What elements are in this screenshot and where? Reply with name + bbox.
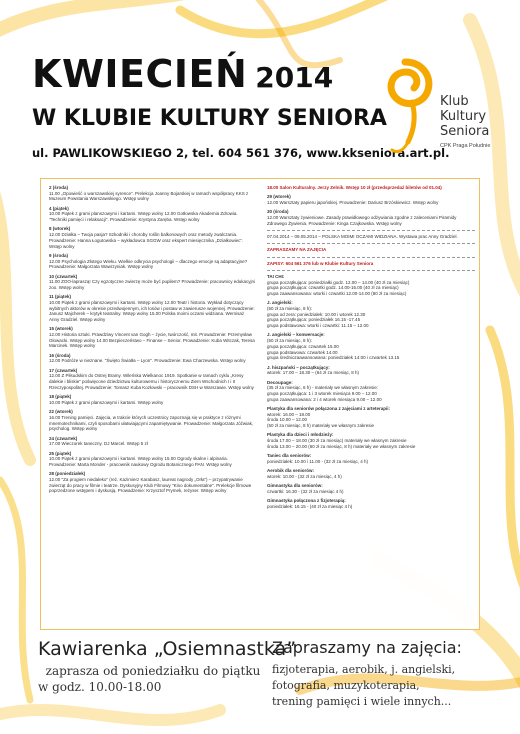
schedule-entry — [49, 185, 255, 202]
entry-text: 17.00 Wieczorek taneczny. DJ Marcel. Wstęp 5 zł — [49, 441, 148, 447]
schedule-entry — [49, 394, 255, 405]
invite-line-2: fotografia, muzykoterapia, — [272, 679, 420, 692]
divider — [267, 270, 475, 271]
schedule-entry — [267, 194, 475, 205]
entry-day: 24 (czwartek) — [49, 435, 78, 441]
entry-text: 12.00 Z Piłsudskim do Ostrej Bramy. Wileńska Wielkanoc 1919. Spotkanie w ramach cyklu „Kresy dalekie i bliskie” poświęcone dziedzictwu kulturowemu i historycznemu Ziem Wschodnich I i II Rzeczypospolitej. Prowadzenie: Tomasz Kuba Kozłowski – pracownik DSH w Warszawie. Wstęp wolny — [49, 373, 254, 390]
programme-right-column — [267, 185, 475, 513]
entry-day: 4 (piątek) — [49, 205, 69, 211]
class-line: grupa początkująca: czwartek 15.00 — [267, 343, 339, 349]
class-line: (35 zł za miesiąc, 6 h) - materiały we własnym zakresie: — [267, 385, 379, 391]
entry-text: 10.00 Piątek z grami planszowymi i kartami. Wstęp wolny 12.00 Teatr i historia. Wykład dotyczący wybitnych aktorów w okresie przedwojennym, ich losów i postaw w zawierusze wojennej. Prowadzenie: Janusz Majcherek – krytyk teatralny. Wstęp wolny 15.00 Polska moimi oczami widziana. Wernisaż Anny Gradziel. Wstęp wolny — [49, 299, 255, 323]
programme-left-column — [49, 185, 255, 498]
class-name: J. angielski: — [267, 300, 293, 306]
class-line: grupa zaawansowana: wtorki i czwartki 12.00-14.00 (80 zł za miesiąc) — [267, 291, 407, 296]
entry-text: 12.00 Warsztaty papieru japońskiej. Prowadzenie: Dariusz Brzóskiewicz. Wstęp wolny — [267, 200, 439, 205]
schedule-entry — [49, 206, 255, 223]
class-line: poniedziałek: 10.00 i 11.00 - (32 zł za miesiąc, 4 h) — [267, 458, 368, 464]
entry-text: 12.00 Historia sztuki. Prawdziwy Vincent van Gogh – życie, twórczość, mit. Prowadzenie: Przemysław Głowacki. Wstęp wolny 14.00 Bezpieczeństwo – Finanse – Senior. Prowadzenie: Kuba Witczak, Teresa Marcinek. Wstęp wolny — [49, 332, 255, 349]
club-logo-text — [440, 94, 489, 139]
signup-note: ZAPISY: 604 561 376 lub w Klubie Kultury Seniora — [267, 260, 374, 266]
entry-day: 2 (środa) — [49, 185, 69, 190]
class-item — [267, 365, 475, 376]
class-name: TAI CHI: — [267, 273, 285, 279]
divider — [267, 257, 475, 258]
cafe-line-2: w godz. 10.00-18.00 — [38, 680, 162, 694]
class-name: Plastyka dla dzieci i młodzieży: — [267, 432, 334, 438]
entry-text: 12.00 Warsztaty żywieniowe. Zasady prawidłowego odżywiania zgodne z zaleceniami Piramidy Zdrowego Żywienia. Prowadzenie: Kinga Czajkowska. Wstęp wolny — [267, 215, 457, 226]
schedule-entry — [49, 274, 255, 291]
entry-day: 25 (piątek) — [49, 450, 72, 456]
class-name: Decoupage: — [267, 379, 293, 385]
class-line: środa 10.00 – 12.00 — [267, 417, 308, 423]
programme-panel — [40, 178, 480, 630]
class-item — [267, 406, 475, 429]
class-item — [267, 300, 475, 329]
schedule-entry — [49, 471, 255, 494]
class-name: J. angielski – konwersacje: — [267, 332, 325, 338]
class-line: wtorek: 10.00 - (32 zł za miesiąc, 4 h) — [267, 473, 342, 479]
entry-text: 16.00 Trening pamięci. Zajęcia, w trakcie których uczestnicy zapoznają się w praktyce z różnymi mnemotechnikami, czyli sposobami ułatwiającymi zapamiętywanie. Prowadzenie: Małgorzata Jóźwiak, psycholog. Wstęp wolny — [49, 414, 254, 432]
entry-text: 11.00 ZOO-lapraszą! Czy egzotyczne zwierzę może być pupilem? Prowadzenie: pracownicy edukacyjni zoo. Wstęp wolny — [49, 279, 256, 290]
entry-text: 12.00 Podróże w nieznane. "Święto Światła – Lyon". Prowadzenie: Ewa Charzewska. Wstęp wolny — [49, 358, 246, 364]
schedule-entry — [49, 353, 255, 364]
class-line: wtorek: 17.00 – 18.30 – (64 zł za miesiąc, 8 h) — [267, 370, 360, 376]
logo-subtitle: CPK Praga Południe — [440, 143, 491, 149]
entry-day: 15 (wtorek) — [49, 326, 73, 332]
logo-line-klub: Klub — [440, 94, 469, 109]
title-month: KWIECIEŃ — [32, 52, 248, 96]
entry-day: 30 (środa) — [267, 209, 289, 215]
entry-text: 11.00 „Opowieść o warszawskiej syrence”. Prelekcja Joanny Bojarskiej w ramach współpracy KKS z Muzeum Powstania Warszawskiego. Wstęp wolny — [49, 190, 249, 202]
title-year: 2014 — [255, 61, 334, 94]
entry-text: 12.00 Działka – Twoja pasja? Szkodniki i choroby roślin balkonowych oraz metody zwalczania. Prowadzenie: Hanna Łogutowska – wykładowca SGGW oraz ekspert miesięcznika „Działkowiec”. Wstęp wolny — [49, 232, 244, 249]
logo-line-kultury: Kultury — [440, 109, 487, 124]
class-line: wtorek: 16.00 – 18.00 — [267, 411, 311, 417]
entry-day: 11 (piątek) — [49, 294, 72, 300]
class-name: Gimnastyka dla seniorów: — [267, 483, 323, 489]
entry-text: 10.00 Piątek z grami planszowymi i kartami. Wstęp wolny — [49, 399, 164, 405]
class-line: (50 zł za miesiąc, 8 h): — [267, 338, 313, 344]
entry-text: 10.00 Piątek z grami planszowymi i kartami. Wstęp wolny 15.00 Ogrody skalne i alpinaria. Prowadzenie: Marta Monder - pracownik naukowy Ogrodu Botanicznego PAN. Wstęp wolny — [49, 456, 232, 467]
class-line: grupa początkująca: poniedziałek 16.15 -17.45 — [267, 317, 361, 323]
class-name: Aerobik dla seniorów: — [267, 468, 315, 474]
schedule-entry — [49, 226, 255, 249]
entry-text: 12.00 Psychologia Złotego Wieku. Wielkie odkrycia psychologii – dlaczego emocje są adaptacyjne? Prowadzenie: Małgorzata Wawrzyniak. Wstęp wolny — [49, 258, 248, 270]
class-item — [267, 432, 475, 449]
class-line: środa 17.00 – 18.00 (30 zł za miesiąc) materiały we własnym zakresie — [267, 438, 407, 444]
class-line: grupa podstawowa: czwartek 14.00 — [267, 349, 338, 355]
class-name: Gimnastyka połączona z fizjoterapią: — [267, 498, 346, 504]
class-name: J. hiszpański – początkujący: — [267, 364, 330, 370]
entry-text: 10.00 Piątek z grami planszowymi i kartami. Wstęp wolny 12.00 Gotłowska Akademia Zdrowia. "Techniki pamięci i relaksacji". Prowadzenie: Krystyna Zaręba. Wstęp wolny — [49, 211, 238, 223]
entry-day: 16 (środa) — [49, 352, 71, 358]
class-line: (50 zł za miesiąc, 8 h) materiały we własnym zakresie — [267, 423, 375, 429]
class-line: grupa początkująca: poniedziałki godz. 12.00 – 14.00 (40 zł za miesiąc) — [267, 279, 410, 285]
class-item — [267, 274, 475, 297]
entry-day: 18 (piątek) — [49, 394, 72, 400]
invite-title: Zapraszamy na zajęcia: — [272, 638, 462, 657]
club-logo-icon — [372, 50, 438, 160]
class-item — [267, 332, 475, 361]
schedule-entry — [49, 253, 255, 270]
divider — [267, 230, 475, 231]
logo-line-seniora: Seniora — [440, 124, 490, 139]
schedule-entry — [49, 294, 255, 323]
page-subtitle: W KLUBIE KULTURY SENIORA — [32, 106, 387, 131]
class-item — [267, 380, 475, 403]
class-line: grupa średniozaawansowana: poniedziałek 14:00 i czwartek 13.15 — [267, 355, 400, 361]
divider — [267, 243, 475, 244]
class-line: czwartki: 16.30 - (32 zł za miesiąc 4 h) — [267, 488, 344, 494]
class-line: środa 13.00 – 20.00 (60 zł za miesiąc, 8 h) materiały we własnym zakresie — [267, 443, 416, 449]
right-top-entry: 18.00 Salon Kulturalny. Jerzy Zelnik. Wstęp 10 zł (przedsprzedaż biletów od 01.04) — [267, 185, 442, 190]
entry-day: 28 (poniedziałek) — [49, 471, 86, 477]
classes-list — [267, 274, 475, 510]
entry-day: 22 (wtorek) — [49, 409, 73, 415]
entry-day: 8 (wtorek) — [49, 226, 71, 232]
cafe-block — [38, 638, 297, 694]
class-line: grupa zaawansowana: 2 i 4 wtorek miesiąca 9.00 – 12.00 — [267, 396, 382, 402]
class-line: (50 zł za miesiąc, 8 h): — [267, 306, 313, 311]
class-line: grupa początkująca: czwartki godz. 14.00-16.00 (40 zł za miesiąc) — [267, 285, 399, 291]
cafe-title: Kawiarenka „Osiemnastka” — [38, 638, 297, 660]
exhibition-note: 07.04.2014 – 09.05.2014 – POLSKA MOIMI OCZAMI WIDZIANA. Wystawa prac Anny Gradziel. — [267, 234, 458, 239]
cafe-line-1: zaprasza od poniedziałku do piątku — [45, 664, 261, 678]
class-name: Taniec dla seniorów: — [267, 453, 312, 459]
address-line: ul. PAWLIKOWSKIEGO 2, tel. 604 561 376, www.kkseniora.art.pl. — [32, 146, 450, 160]
schedule-entry — [49, 326, 255, 349]
right-entries — [267, 194, 475, 226]
schedule-entry — [267, 209, 475, 226]
entry-day: 29 (wtorek) — [267, 194, 291, 200]
class-item — [267, 498, 475, 509]
entry-text: 12.00 "Za progiem niedaleko" (reż. Kazimierz Karabasz, laureat nagrody „Orła”) – przypatrywanie zwierząt do pracy w filmie i teatrze. Dyskusyjny Klub Filmowy "Kino dokumentalne". Prelekcje filmowe poprzedzone wstępem i dyskusją. Prowadzenie: Krzysztof Prymek, reżyser. Wstęp wolny — [49, 476, 252, 494]
entry-day: 9 (środa) — [49, 252, 69, 258]
class-item — [267, 453, 475, 464]
class-line: poniedziałek: 16.15 - (40 zł za miesiąc 4 h) — [267, 503, 353, 509]
schedule-entry — [49, 409, 255, 432]
invite-block — [272, 638, 512, 709]
invite-header: ZAPRASZAMY NA ZAJĘCIA — [267, 247, 327, 253]
class-item — [267, 468, 475, 479]
class-line: grupa początkująca: 1 i 3 wtorek miesiąca 9.00 – 12.00 — [267, 390, 377, 396]
invite-line-3: trening pamięci i wiele innych... — [272, 695, 452, 708]
schedule-entry — [49, 451, 255, 468]
class-line: grupa podstawowa: wtorki i czwartki: 11.15 – 12.00 — [267, 323, 369, 329]
class-item — [267, 483, 475, 494]
page-title — [32, 52, 333, 96]
class-line: grupa od zera: poniedziałek: 10.00 i wtorek 12.30 — [267, 311, 366, 317]
entry-day: 17 (czwartek) — [49, 367, 78, 373]
entry-day: 10 (czwartek) — [49, 273, 78, 279]
schedule-entry — [49, 436, 255, 447]
invite-line-1: fizjoterapia, aerobik, j. angielski, — [272, 663, 456, 676]
schedule-entry — [49, 368, 255, 391]
class-name: Plastyka dla seniorów połączona z zajęciami z arteterapii: — [267, 405, 391, 411]
